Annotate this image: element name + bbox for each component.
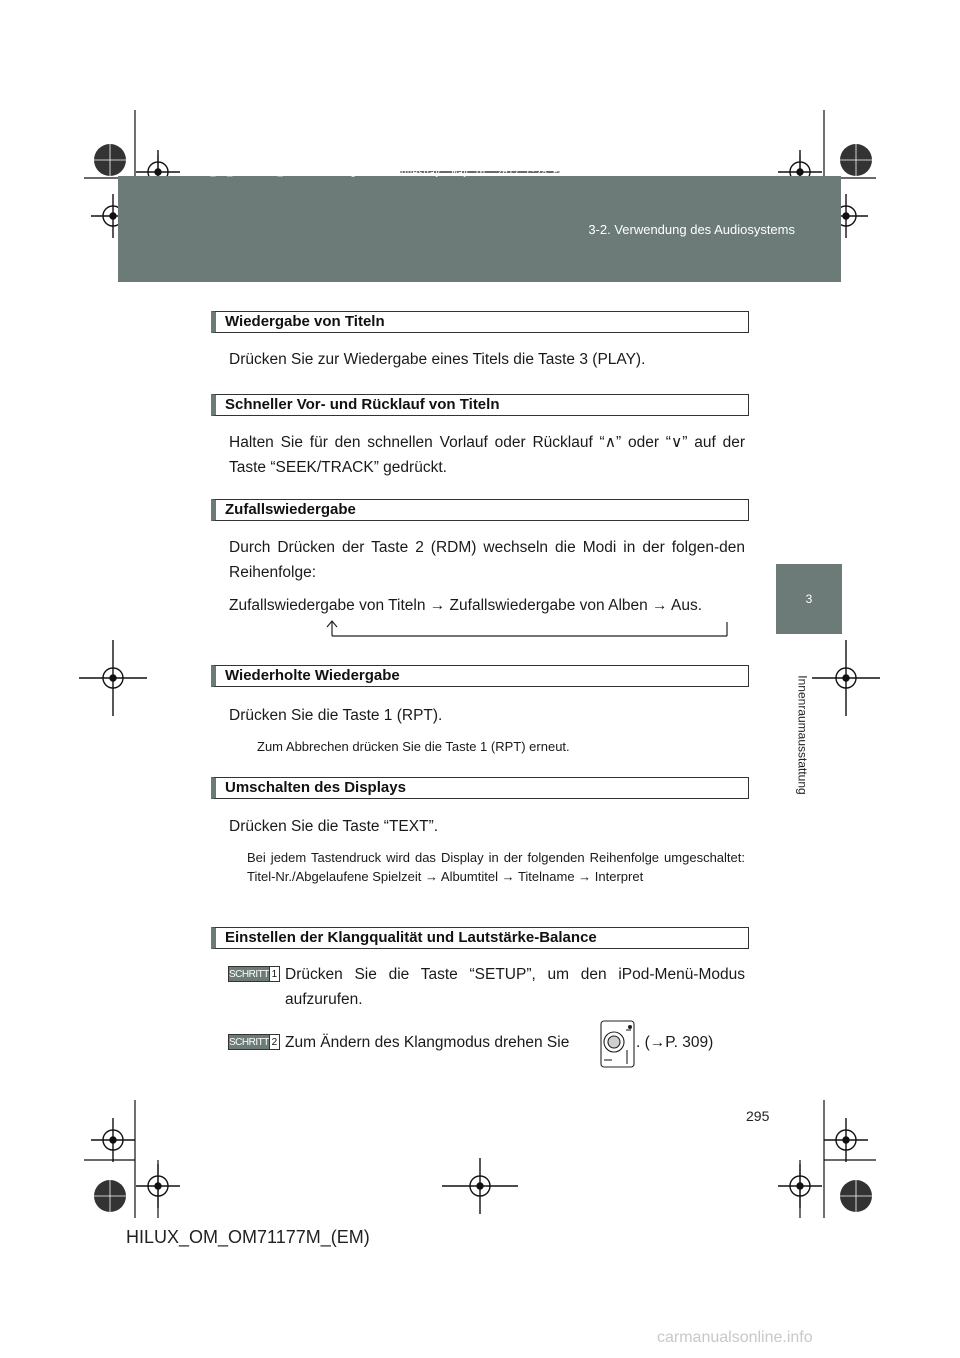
section-text-repeat: Drücken Sie die Taste 1 (RPT).: [229, 707, 443, 724]
step-2-text: Zum Ändern des Klangmodus drehen Sie: [285, 1034, 570, 1051]
section-heading-playback: Wiedergabe von Titeln: [211, 311, 749, 333]
step-1-text: Drücken Sie die Taste “SETUP”, um den iPod-Menü-Modus aufzurufen.: [285, 966, 745, 1008]
section-title: 3-2. Verwendung des Audiosystems: [588, 222, 795, 237]
section-heading-random: Zufallswiedergabe: [211, 499, 749, 521]
step-badge-number: 2: [269, 1035, 279, 1049]
chapter-label-text: Innenraumausstattung: [796, 675, 811, 795]
page-number: 295: [746, 1108, 770, 1124]
section-heading-sound: Einstellen der Klangqualität und Lautstärke-Balance: [211, 927, 749, 949]
section-text-playback: Drücken Sie zur Wiedergabe eines Titels die Taste 3 (PLAY).: [229, 351, 646, 368]
step-badge-2: [228, 1034, 280, 1050]
step-badge-label: SCHRITT: [229, 1036, 269, 1048]
book-stamp: HILUX_OM_OM71177M_(EM).book Page 295 Wednesday, May 16, 2012 1:28 PM: [182, 168, 565, 178]
section-heading-repeat: Wiederholte Wiedergabe: [211, 665, 749, 687]
chapter-tab: [776, 564, 842, 634]
section-note-repeat: Zum Abbrechen drücken Sie die Taste 1 (RPT) erneut.: [257, 739, 570, 754]
section-note-display: Bei jedem Tastendruck wird das Display in der folgenden Reihenfolge umgeschaltet: Titel-Nr./Abgelaufene Spielzeit → Albumtitel → Titelname → Interpret: [247, 850, 745, 884]
watermark-text: carmanualsonline.info: [657, 1329, 813, 1346]
section-heading-fast-forward: Schneller Vor- und Rücklauf von Titeln: [211, 394, 749, 416]
section-text-fast-forward: Halten Sie für den schnellen Vorlauf oder Rücklauf “∧” oder “∨” auf der Taste “SEEK/TRACK” gedrückt.: [229, 434, 745, 476]
step-badge-1: [228, 966, 280, 982]
tune-knob-icon: [600, 1020, 636, 1068]
chapter-vertical-label: [758, 660, 848, 810]
section-heading-display: Umschalten des Displays: [211, 777, 749, 799]
chapter-number: 3: [805, 592, 813, 606]
step-badge-number: 1: [269, 967, 279, 981]
random-sequence: Zufallswiedergabe von Titeln → Zufallswiedergabe von Alben → Aus.: [229, 597, 703, 614]
section-text-random: Durch Drücken der Taste 2 (RDM) wechseln die Modi in der folgen-den Reihenfolge:: [229, 539, 745, 581]
step-2-page-ref: . (→P. 309): [636, 1034, 714, 1051]
document-code: HILUX_OM_OM71177M_(EM): [126, 1227, 370, 1247]
step-badge-label: SCHRITT: [229, 968, 269, 980]
section-text-display: Drücken Sie die Taste “TEXT”.: [229, 818, 439, 835]
cycle-return-arrow: [322, 618, 734, 640]
